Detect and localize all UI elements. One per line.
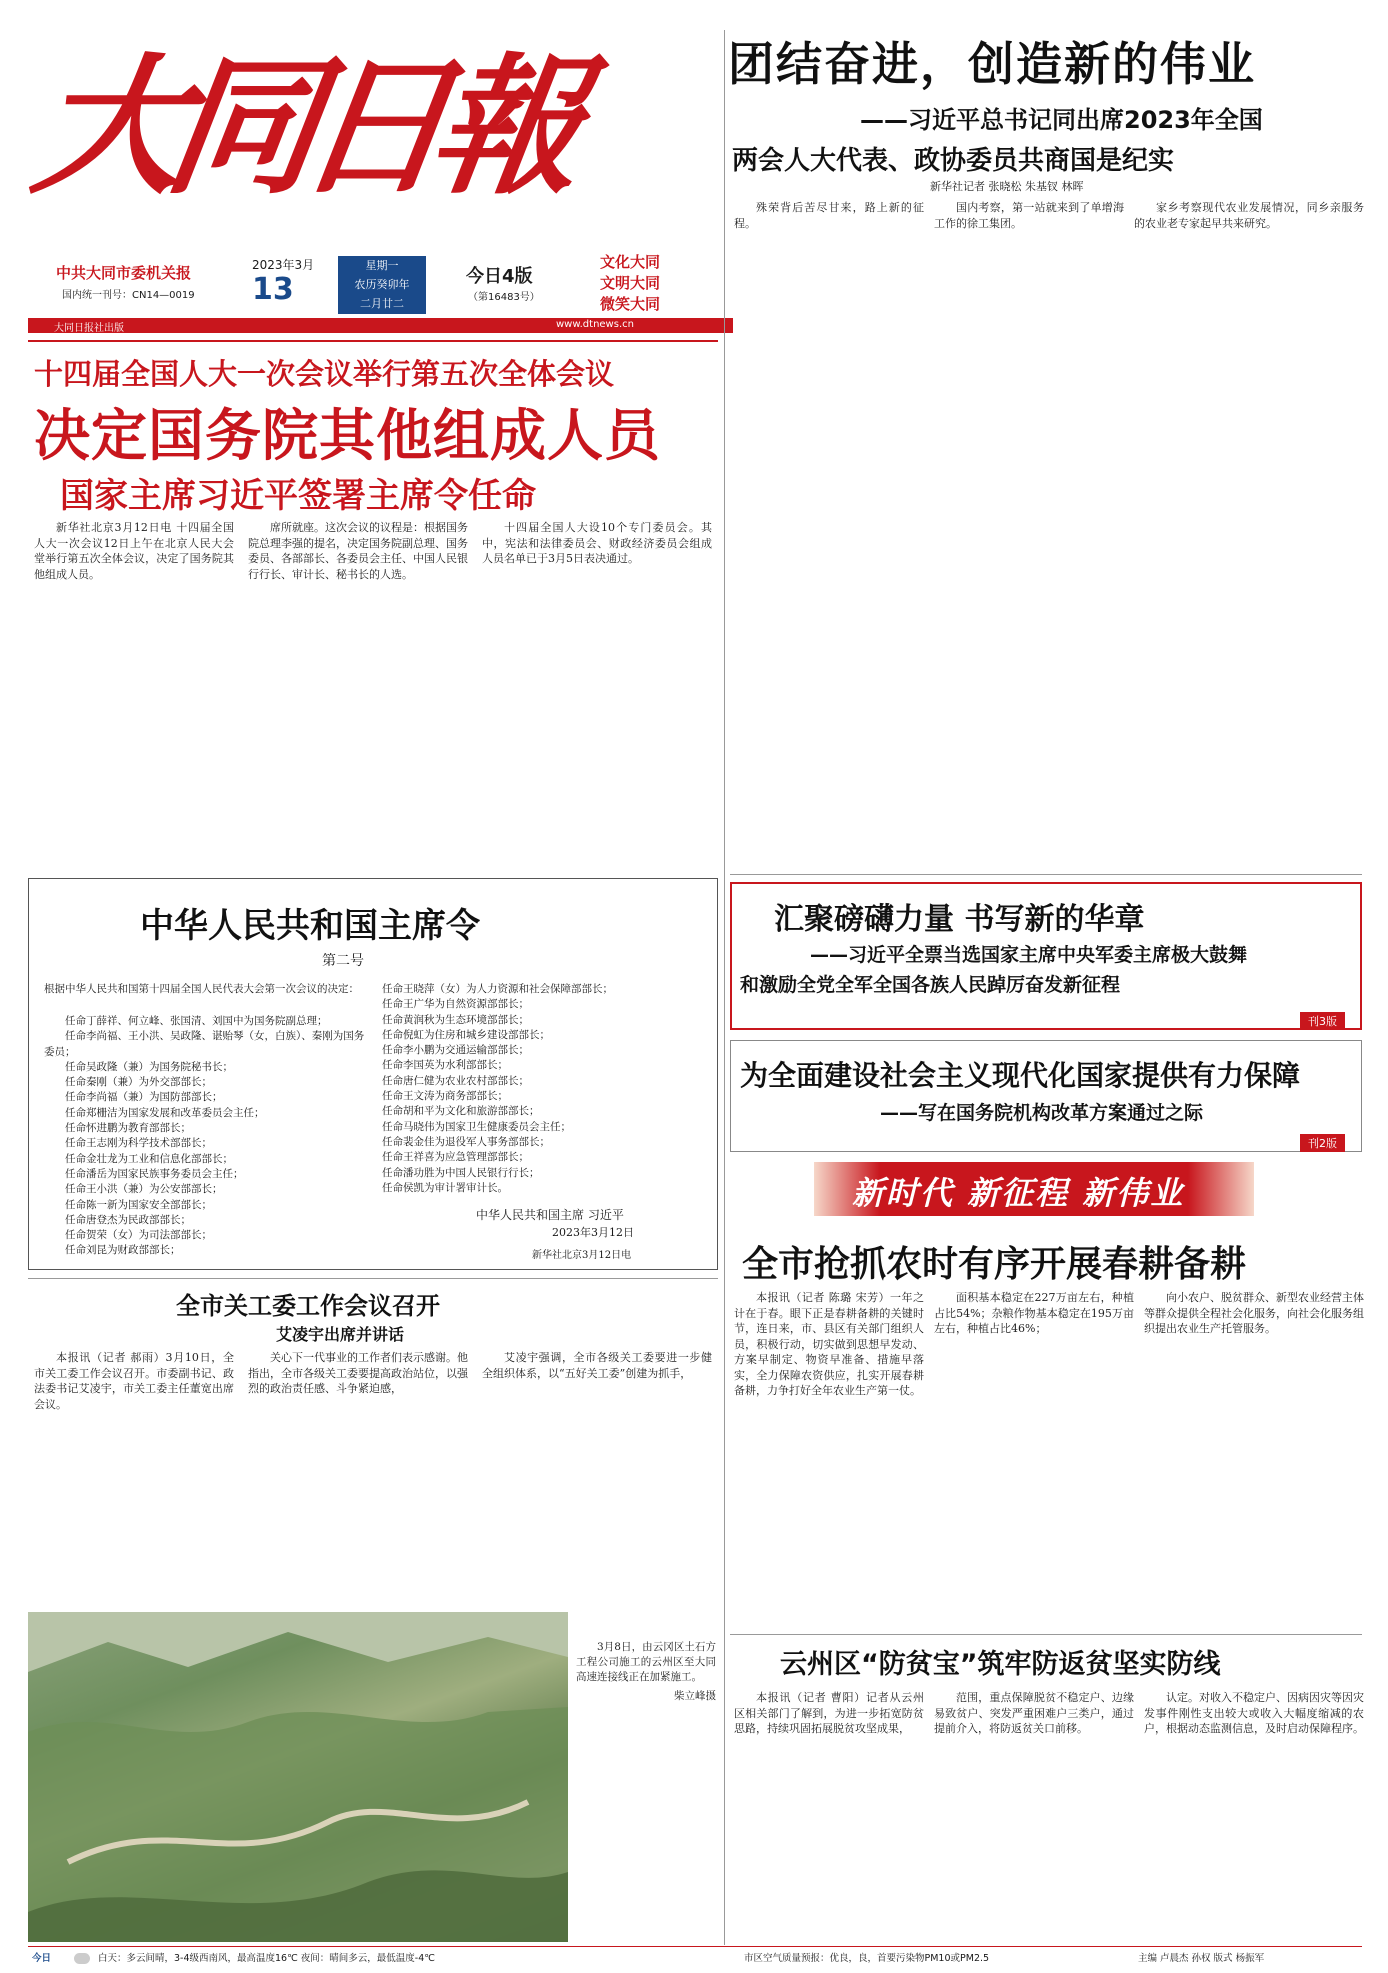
lead-title: 决定国务院其他组成人员: [34, 404, 661, 469]
decree-item: 任命马晓伟为国家卫生健康委员会主任；: [382, 1120, 571, 1133]
weekday: 星期一: [365, 259, 399, 272]
decree-item: 任命王志刚为科学技术部部长；: [65, 1137, 212, 1150]
related-2-page-tag[interactable]: 刊2版: [1300, 1134, 1345, 1152]
top-story-title: 团结奋进，创造新的伟业: [728, 37, 1256, 91]
decree-item: 任命怀进鹏为教育部部长；: [65, 1122, 191, 1135]
decree-item: 任命王文涛为商务部部长；: [382, 1090, 508, 1103]
yunzhou-col-1: [734, 1690, 924, 1942]
decree-item: 任命李尚福、王小洪、吴政隆、谌贻琴（女，白族）、秦刚为国务委员；: [44, 1030, 365, 1058]
photo-caption: [576, 1640, 716, 1930]
lead-top-rule: [28, 340, 718, 342]
yunzhou-col-3: [1144, 1690, 1364, 1942]
left-story-subtitle: 艾凌宇出席并讲话: [276, 1325, 405, 1344]
slogan-smile: 微笑大同: [600, 295, 661, 313]
date-box: [338, 256, 426, 314]
lead-subtitle: 国家主席习近平签署主席令任命: [60, 476, 536, 516]
spring-col-2: [934, 1290, 1134, 1630]
slogan-culture: 文化大同: [600, 253, 661, 271]
decree-left-list: [44, 1014, 374, 1259]
spring-col-2-lead: 面积基本稳定在227万亩左右，种植占比54%；杂粮作物基本稳定在195万亩左右，种植占比46%；: [934, 1291, 1134, 1335]
decree-item: 任命贺荣（女）为司法部部长；: [65, 1229, 212, 1242]
website-url[interactable]: www.dtnews.cn: [556, 319, 634, 330]
slogans: [600, 252, 660, 315]
top-story-col-2-lead: 国内考察，第一站就来到了单增海工作的徐工集团。: [934, 201, 1124, 230]
org-name: 中共大同市委机关报: [56, 264, 192, 282]
decree-item: 任命陈一新为国家安全部部长；: [65, 1198, 212, 1211]
top-story-subtitle-2: 两会人大代表、政协委员共商国是纪实: [732, 146, 1175, 176]
related-2-sub: ——写在国务院机构改革方案通过之际: [880, 1102, 1204, 1124]
slogan-civilization: 文明大同: [600, 274, 661, 292]
related-1-page-tag[interactable]: 刊3版: [1300, 1012, 1345, 1030]
decree-dateline: 新华社北京3月12日电: [532, 1250, 632, 1261]
decree-item: 任命郑栅洁为国家发展和改革委员会主任；: [65, 1106, 265, 1119]
related-1-sub-2: 和激励全党全军全国各族人民踔厉奋发新征程: [740, 974, 1121, 996]
decree-item: 任命王小洪（兼）为公安部部长；: [65, 1183, 223, 1196]
top-story-col-1: [734, 200, 924, 868]
decree-item: 任命黄润秋为生态环境部部长；: [382, 1013, 529, 1026]
decree-number: 第二号: [322, 953, 364, 969]
top-story-col-3-lead: 家乡考察现代农业发展情况，同乡亲服务的农业老专家起早共来研究。: [1134, 201, 1364, 230]
vertical-divider: [724, 30, 725, 1945]
top-story-col-1-lead: 殊荣背后苦尽甘来，路上新的征程。: [734, 201, 924, 230]
weather-icon: [74, 1953, 90, 1964]
decree-item: 任命李国英为水利部部长；: [382, 1059, 508, 1072]
spring-col-1-lead: 本报讯（记者 陈璐 宋芳）一年之计在于春。眼下正是春耕备耕的关键时节，连日来，市、县区有关部门组织人员，积极行动，切实做到思想早发动、方案早制定、物资早准备、措施早落实，全力保障农资供应，扎实开展春耕备耕，力争打好全年农业生产第一仗。: [734, 1291, 924, 1397]
left-story-col-3-lead: 艾凌宇强调，全市各级关工委要进一步健全组织体系，以“五好关工委”创建为抓手，: [482, 1351, 712, 1380]
lead-col-1-lead: 新华社北京3月12日电 十四届全国人大一次会议12日上午在北京人民大会堂举行第五次全体会议，决定了国务院其他组成人员。: [34, 521, 234, 581]
decree-sign-date: 2023年3月12日: [552, 1226, 634, 1239]
top-story-byline: 新华社记者 张晓松 朱基钗 林晖: [930, 180, 1084, 193]
footer-label: 今日: [32, 1953, 52, 1964]
yunzhou-story-title: 云州区“防贫宝”筑牢防返贫坚实防线: [780, 1649, 1221, 1680]
yunzhou-col-2-lead: 范围，重点保障脱贫不稳定户、边缘易致贫户、突发严重困难户三类户，通过提前介入，将防返贫关口前移。: [934, 1691, 1134, 1735]
related-2-title: 为全面建设社会主义现代化国家提供有力保障: [740, 1059, 1301, 1092]
left-story-title: 全市关工委工作会议召开: [176, 1292, 440, 1320]
decree-intro: 根据中华人民共和国第十四届全国人民代表大会第一次会议的决定：: [44, 983, 359, 995]
lead-col-2: [248, 520, 468, 872]
left-story-col-2: [248, 1350, 468, 1604]
decree-item: 任命胡和平为文化和旅游部部长；: [382, 1105, 540, 1118]
decree-item: 任命潘岳为国家民族事务委员会主任；: [65, 1167, 244, 1180]
decree-item: 任命丁薛祥、何立峰、张国清、刘国中为国务院副总理；: [65, 1015, 328, 1027]
landscape-photo: [28, 1612, 568, 1942]
decree-item: 任命裴金佳为退役军人事务部部长；: [382, 1135, 550, 1148]
horizontal-divider: [730, 874, 1362, 875]
decree-item: 任命潘功胜为中国人民银行行长；: [382, 1166, 540, 1179]
lead-kicker: 十四届全国人大一次会议举行第五次全体会议: [34, 357, 615, 391]
decree-title: 中华人民共和国主席令: [140, 906, 480, 946]
spring-col-3-lead: 向小农户、脱贫群众、新型农业经营主体等群众提供全程社会化服务，向社会化服务组织提出农业生产托管服务。: [1144, 1291, 1364, 1335]
page-count: 今日4版: [466, 266, 533, 287]
lead-col-1: [34, 520, 234, 872]
publisher-bar: [28, 318, 733, 333]
date-day: 13: [252, 272, 294, 307]
decree-item: 任命侯凯为审计署审计长。: [382, 1181, 508, 1194]
decree-item: 任命唐登杰为民政部部长；: [65, 1213, 191, 1226]
newspaper-logo: 大同日報: [24, 39, 578, 215]
decree-item: 任命李小鹏为交通运输部部长；: [382, 1044, 529, 1057]
serial-number: （第16483号）: [468, 292, 540, 303]
footer-editors: 主编 卢晨杰 孙权 版式 杨振军: [1138, 1953, 1265, 1964]
photo-caption-text: 3月8日，由云冈区土石方工程公司施工的云州区至大同高速连接线正在加紧施工。: [576, 1641, 716, 1683]
spring-col-1: [734, 1290, 924, 1630]
related-1-sub-1: ——习近平全票当选国家主席中央军委主席极大鼓舞: [810, 944, 1248, 966]
top-story-col-3: [1134, 200, 1364, 868]
horizontal-divider: [730, 1634, 1362, 1635]
yunzhou-col-2: [934, 1690, 1134, 1942]
footer-rule: [28, 1946, 1362, 1947]
lead-col-3: [482, 520, 712, 872]
decree-signer: 中华人民共和国主席 习近平: [476, 1208, 624, 1222]
footer-air-quality: 市区空气质量预报：优良，良，首要污染物PM10或PM2.5: [744, 1953, 990, 1964]
photo-terrain: [28, 1612, 568, 1942]
footer-weather: 白天：多云间晴，3-4级西南风，最高温度16℃ 夜间：晴间多云，最低温度-4℃: [98, 1953, 435, 1964]
photo-credit: 柴立峰摄: [674, 1690, 716, 1702]
lead-col-2-lead: 席所就座。这次会议的议程是：根据国务院总理李强的提名，决定国务院副总理、国务委员、各部部长、各委员会主任、中国人民银行行长、审计长、秘书长的人选。: [248, 521, 468, 581]
decree-item: 任命金壮龙为工业和信息化部部长；: [65, 1152, 233, 1165]
decree-item: 任命王晓萍（女）为人力资源和社会保障部部长；: [382, 983, 613, 995]
issn: 国内统一刊号：CN14—0019: [62, 290, 195, 301]
yunzhou-col-1-lead: 本报讯（记者 曹阳）记者从云州区相关部门了解到，为进一步拓宽防贫思路，持续巩固拓展脱贫攻坚成果，: [734, 1691, 924, 1735]
spring-col-3: [1144, 1290, 1364, 1630]
decree-item: 任命唐仁健为农业农村部部长；: [382, 1074, 529, 1087]
publisher: 大同日报社出版: [54, 323, 124, 334]
yunzhou-col-3-lead: 认定。对收入不稳定户、因病因灾等因灾发事件刚性支出较大或收入大幅度缩减的农户，根据动态监测信息，及时启动保障程序。: [1144, 1691, 1364, 1735]
decree-item: 任命秦刚（兼）为外交部部长；: [65, 1076, 212, 1089]
decree-item: 任命王祥喜为应急管理部部长；: [382, 1151, 529, 1164]
top-story-col-2: [934, 200, 1124, 868]
left-story-col-3: [482, 1350, 712, 1604]
footer: [28, 1950, 1362, 1968]
lead-col-3-lead: 十四届全国人大设10个专门委员会。其中，宪法和法律委员会、财政经济委员会组成人员名单已于3月5日表决通过。: [482, 521, 712, 565]
decree-item: 任命吴政隆（兼）为国务院秘书长；: [65, 1060, 233, 1073]
top-story-subtitle-1: ——习近平总书记同出席2023年全国: [860, 106, 1263, 134]
decree-item: 任命倪虹为住房和城乡建设部部长；: [382, 1028, 550, 1041]
theme-banner-text: 新时代 新征程 新伟业: [852, 1174, 1185, 1212]
lunar-day: 二月廿二: [360, 297, 404, 310]
decree-right-list: [382, 982, 712, 1196]
spring-story-title: 全市抢抓农时有序开展春耕备耕: [742, 1244, 1247, 1285]
left-story-col-1: [34, 1350, 234, 1604]
left-story-col-2-lead: 关心下一代事业的工作者们表示感谢。他指出，全市各级关工委要提高政治站位，以强烈的政治责任感、斗争紧迫感，: [248, 1351, 468, 1395]
decree-item: 任命李尚福（兼）为国防部部长；: [65, 1091, 223, 1104]
left-story-col-1-lead: 本报讯（记者 郝雨）3月10日，全市关工委工作会议召开。市委副书记、政法委书记艾凌宇，市关工委主任董宽出席会议。: [34, 1351, 234, 1411]
horizontal-divider: [28, 1278, 718, 1279]
lunar-year: 农历癸卯年: [354, 278, 410, 291]
related-1-title: 汇聚磅礴力量 书写新的华章: [774, 902, 1145, 937]
masthead: [24, 30, 733, 335]
decree-item: 任命王广华为自然资源部部长；: [382, 998, 529, 1011]
decree-item: 任命刘昆为财政部部长；: [65, 1244, 181, 1257]
date-year-month: 2023年3月: [252, 258, 315, 272]
